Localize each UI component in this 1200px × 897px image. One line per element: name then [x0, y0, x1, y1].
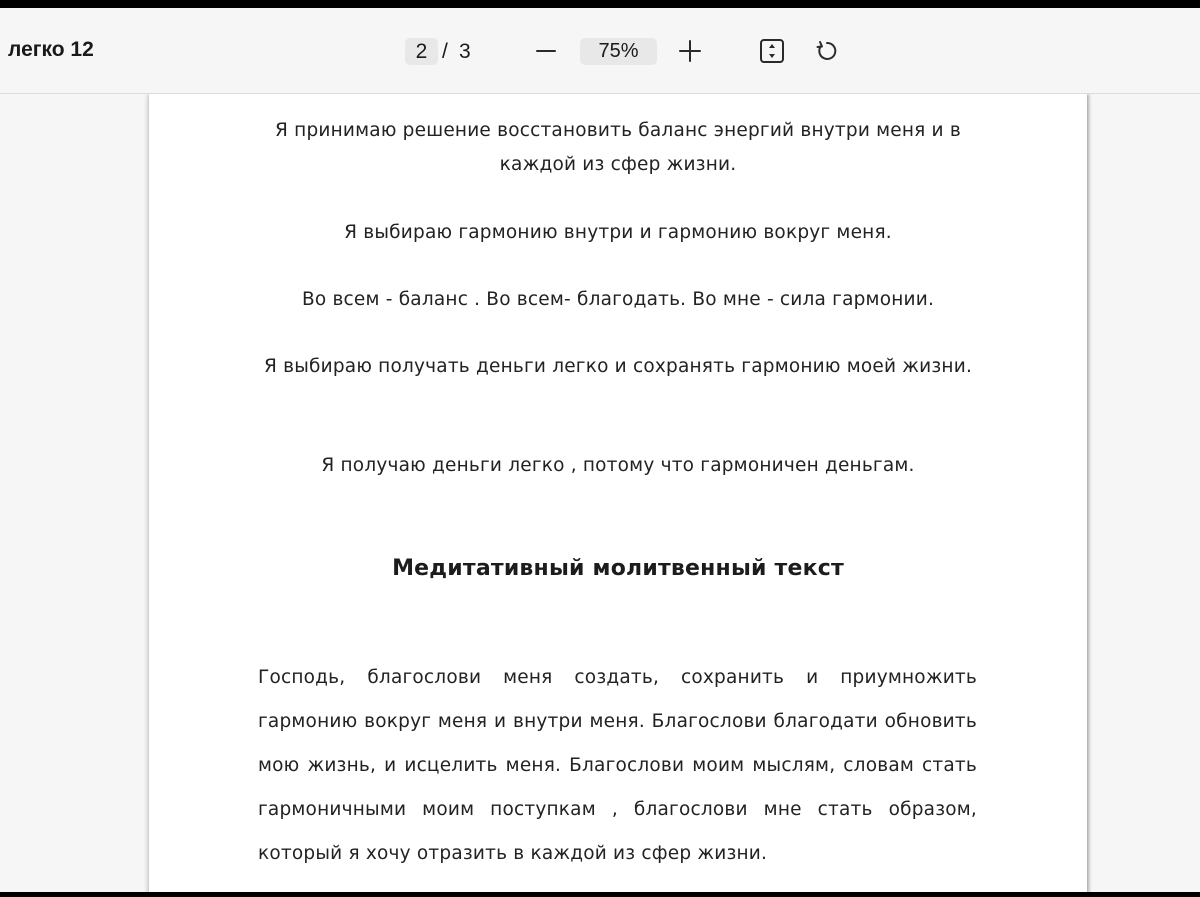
current-page-input[interactable]: 2	[405, 38, 438, 65]
paragraph: Во всем - баланс . Во всем- благодать. Во мне - сила гармонии.	[301, 289, 935, 310]
paragraph: Я выбираю получать деньги легко и сохранять гармонию моей жизни.	[263, 356, 973, 377]
rotate-button[interactable]	[811, 35, 843, 67]
rotate-icon	[811, 35, 843, 67]
window-bottom-edge	[0, 892, 1200, 897]
body-paragraph: Господь, благослови меня создать, сохранить и приумножить гармонию вокруг меня и внутри меня. Благослови благодати обновить мою жизнь, и исцелить меня. Благослови моим мыслям, словам стать гармоничными моим поступкам , благослови мне стать образом, который я хочу отразить в каждой из сфер жизни.	[258, 667, 977, 864]
total-pages: 3	[459, 40, 471, 63]
section-heading: Медитативный молитвенный текст	[392, 556, 844, 581]
document-page	[149, 94, 1087, 892]
minus-icon	[530, 35, 562, 67]
zoom-in-button[interactable]	[674, 35, 706, 67]
zoom-level-field[interactable]: 75%	[580, 38, 657, 65]
plus-icon	[674, 35, 706, 67]
fit-page-icon	[756, 35, 788, 67]
paragraph: Я выбираю гармонию внутри и гармонию вокруг меня.	[344, 222, 892, 243]
viewer-toolbar	[0, 8, 1200, 94]
document-viewport[interactable]	[0, 94, 1200, 892]
document-title: легко 12	[8, 38, 94, 61]
window-top-edge	[0, 0, 1200, 8]
paragraph: Я получаю деньги легко , потому что гармоничен деньгам.	[321, 455, 915, 476]
zoom-out-button[interactable]	[530, 35, 562, 67]
fit-page-button[interactable]	[756, 35, 788, 67]
paragraph: Я принимаю решение восстановить баланс энергий внутри меня и в каждой из сфер жизни.	[275, 120, 961, 175]
page-separator: /	[442, 40, 448, 63]
